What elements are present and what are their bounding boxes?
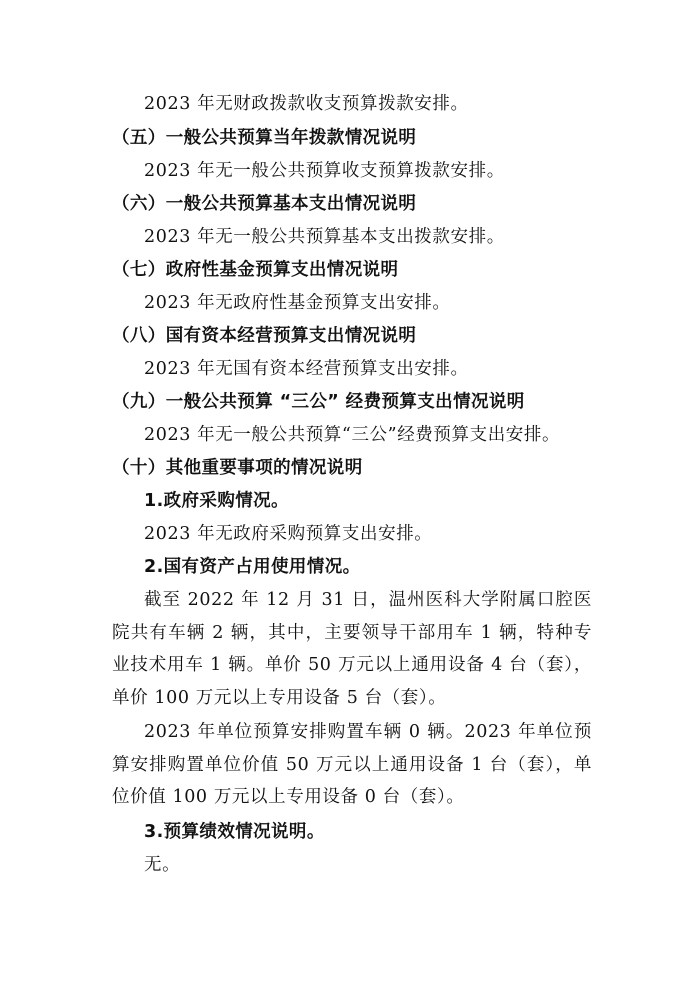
text-line-none: 无。 <box>144 855 181 875</box>
subheading-performance: 3.预算绩效情况说明。 <box>144 822 325 842</box>
text-line-section-7: 2023 年无政府性基金预算支出安排。 <box>144 293 451 313</box>
text-line-section-8: 2023 年无国有资本经营预算支出安排。 <box>144 359 469 379</box>
paragraph-vehicles-equipment: 截至 2022 年 12 月 31 日，温州医科大学附属口腔医院共有车辆 2 辆，其中，主要领导干部用车 1 辆，特种专业技术用车 1 辆。单价 50 万元以上通用设备 4 台（套），单价 100 万元以上专用设备 5 台（套）。 <box>112 590 592 708</box>
text-line-section-6: 2023 年无一般公共预算基本支出拨款安排。 <box>144 227 505 247</box>
section-heading-6: （六）一般公共预算基本支出情况说明 <box>112 194 417 214</box>
section-heading-5: （五）一般公共预算当年拨款情况说明 <box>112 128 417 148</box>
text-line-procurement: 2023 年无政府采购预算支出安排。 <box>144 524 433 544</box>
text-line-section-5: 2023 年无一般公共预算收支预算拨款安排。 <box>144 161 505 181</box>
section-heading-7: （七）政府性基金预算支出情况说明 <box>112 260 399 280</box>
subheading-state-assets: 2.国有资产占用使用情况。 <box>144 557 361 577</box>
subheading-procurement: 1.政府采购情况。 <box>144 491 289 511</box>
section-heading-10: （十）其他重要事项的情况说明 <box>112 458 363 478</box>
section-heading-8: （八）国有资本经营预算支出情况说明 <box>112 326 417 346</box>
text-line-no-fiscal-allocation: 2023 年无财政拨款收支预算拨款安排。 <box>144 94 469 114</box>
section-heading-9: （九）一般公共预算 “三公” 经费预算支出情况说明 <box>112 392 525 412</box>
text-line-section-9: 2023 年无一般公共预算“三公”经费预算支出安排。 <box>144 425 561 445</box>
paragraph-purchase-plan: 2023 年单位预算安排购置车辆 0 辆。2023 年单位预算安排购置单位价值 50 万元以上通用设备 1 台（套），单位价值 100 万元以上专用设备 0 台（套）。 <box>112 722 592 807</box>
